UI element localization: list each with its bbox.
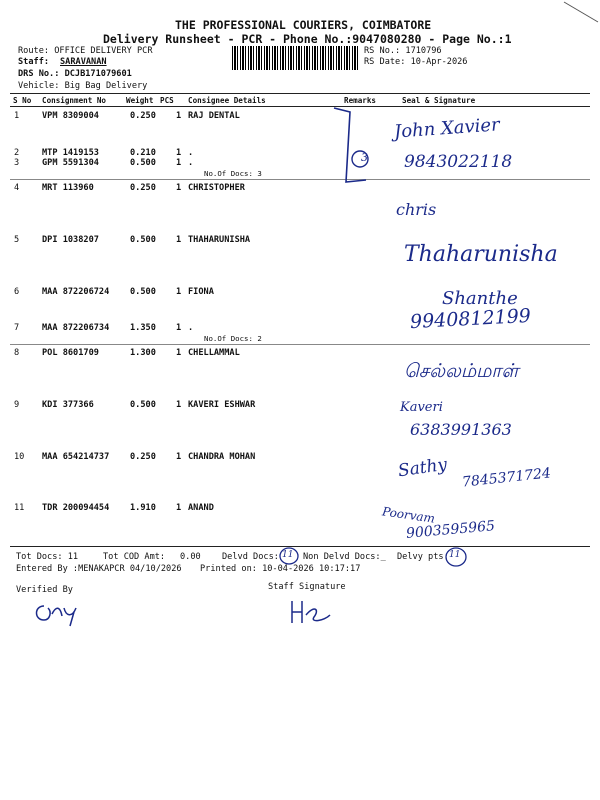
- row-sno: 6: [14, 287, 20, 297]
- delivery-points-label: Delvy pts:: [397, 552, 449, 562]
- row-consignee: ANAND: [188, 503, 214, 513]
- row-consignee: RAJ DENTAL: [188, 111, 240, 121]
- phone-row-9: 6383991363: [410, 420, 512, 439]
- row-sno: 1: [14, 111, 20, 121]
- row-weight: 1.350: [130, 323, 156, 333]
- row-consignment: TDR 200094454: [42, 503, 110, 513]
- non-delivered-docs-label: Non Delvd Docs:_: [303, 552, 386, 562]
- row-weight: 1.300: [130, 348, 156, 358]
- col-consignment: Consignment No: [42, 96, 107, 105]
- entered-by: Entered By :MENAKAPCR 04/10/2026: [16, 564, 182, 574]
- runsheet-subtitle: Delivery Runsheet - PCR - Phone No.:9047080280 - Page No.:1: [103, 32, 512, 46]
- verified-by-label: Verified By: [16, 585, 73, 595]
- verified-signature: [30, 598, 90, 628]
- printed-on: Printed on: 10-04-2026 10:17:17: [200, 564, 361, 574]
- row-sno: 4: [14, 183, 20, 193]
- row-consignee: CHRISTOPHER: [188, 183, 245, 193]
- signature-row-4: chris: [396, 200, 437, 219]
- col-seal-signature: Seal & Signature: [402, 96, 476, 105]
- row-consignee: .: [188, 323, 194, 333]
- row-sno: 8: [14, 348, 20, 358]
- drs-number: DRS No.: DCJB171079601: [18, 69, 132, 79]
- signature-row-1: John Xavier: [393, 114, 501, 143]
- row-pcs: 1: [176, 148, 182, 158]
- signature-row-10: Sathy: [396, 454, 449, 482]
- delvy-count: 11: [449, 550, 461, 560]
- delivered-docs-label: Delvd Docs:: [222, 552, 279, 562]
- row-consignee: .: [188, 158, 194, 168]
- signature-row-6: Shanthe: [442, 288, 518, 309]
- total-docs: Tot Docs: 11: [16, 552, 79, 562]
- row-weight: 0.250: [130, 111, 156, 121]
- corner-mark: [562, 0, 600, 24]
- row-divider: [10, 344, 590, 345]
- row-consignment: MTP 1419153: [42, 148, 99, 158]
- barcode: [232, 46, 360, 70]
- remarks-bracket: [328, 104, 376, 186]
- table-top-rule: [10, 93, 590, 94]
- row-pcs: 1: [176, 158, 182, 168]
- delvd-count: 11: [282, 550, 294, 560]
- row-weight: 1.910: [130, 503, 156, 513]
- signature-row-5: Thaharunisha: [404, 242, 558, 267]
- phone-row-10: 7845371724: [461, 465, 552, 491]
- phone-row-6: 9940812199: [409, 304, 532, 334]
- vehicle-label: Vehicle: Big Bag Delivery: [18, 81, 148, 91]
- staff-name: SARAVANAN: [60, 57, 107, 67]
- row-consignee: KAVERI ESHWAR: [188, 400, 256, 410]
- rs-number: RS No.: 1710796: [364, 46, 442, 56]
- row-sno: 2: [14, 148, 20, 158]
- col-remarks: Remarks: [344, 96, 377, 105]
- group-note-docs: No.Of Docs: 3: [204, 169, 262, 178]
- footer-rule: [10, 546, 590, 547]
- row-weight: 0.500: [130, 235, 156, 245]
- row-weight: 0.250: [130, 183, 156, 193]
- row-pcs: 1: [176, 183, 182, 193]
- row-weight: 0.500: [130, 158, 156, 168]
- row-sno: 5: [14, 235, 20, 245]
- col-pcs: PCS: [160, 96, 174, 105]
- row-sno: 3: [14, 158, 20, 168]
- row-consignee: CHANDRA MOHAN: [188, 452, 256, 462]
- row-consignment: VPM 8309004: [42, 111, 99, 121]
- row-sno: 9: [14, 400, 20, 410]
- col-consignee: Consignee Details: [188, 96, 266, 105]
- row-consignee: FIONA: [188, 287, 214, 297]
- remarks-count: 3: [361, 151, 368, 164]
- row-pcs: 1: [176, 287, 182, 297]
- signature-row-9: Kaveri: [400, 400, 443, 415]
- row-sno: 10: [14, 452, 25, 462]
- col-sno: S No: [13, 96, 32, 105]
- company-title: THE PROFESSIONAL COURIERS, COIMBATORE: [175, 18, 432, 32]
- row-consignment: MRT 113960: [42, 183, 94, 193]
- row-pcs: 1: [176, 323, 182, 333]
- signature-row-11: Poorvam: [381, 504, 436, 526]
- row-consignment: DPI 1038207: [42, 235, 99, 245]
- row-weight: 0.500: [130, 400, 156, 410]
- row-consignee: CHELLAMMAL: [188, 348, 240, 358]
- staff-label: Staff:: [18, 57, 50, 67]
- row-consignment: MAA 872206724: [42, 287, 110, 297]
- row-consignment: MAA 872206734: [42, 323, 110, 333]
- row-pcs: 1: [176, 348, 182, 358]
- row-sno: 11: [14, 503, 25, 513]
- row-weight: 0.250: [130, 452, 156, 462]
- staff-signature: [284, 595, 334, 627]
- row-consignee: .: [188, 148, 194, 158]
- row-pcs: 1: [176, 111, 182, 121]
- group-note-docs: No.Of Docs: 2: [204, 334, 262, 343]
- row-divider: [10, 179, 590, 180]
- row-weight: 0.210: [130, 148, 156, 158]
- row-consignment: MAA 654214737: [42, 452, 110, 462]
- staff-signature-label: Staff Signature: [268, 582, 346, 592]
- row-pcs: 1: [176, 452, 182, 462]
- phone-row-11: 9003595965: [405, 518, 496, 542]
- signature-row-8: செல்லம்மாள்: [404, 360, 519, 382]
- row-pcs: 1: [176, 503, 182, 513]
- row-consignment: KDI 377366: [42, 400, 94, 410]
- row-pcs: 1: [176, 400, 182, 410]
- row-pcs: 1: [176, 235, 182, 245]
- table-header-rule: [10, 106, 590, 107]
- row-consignee: THAHARUNISHA: [188, 235, 251, 245]
- route-label: Route: OFFICE DELIVERY PCR: [18, 46, 153, 56]
- rs-date: RS Date: 10-Apr-2026: [364, 57, 468, 67]
- col-weight: Weight: [126, 96, 154, 105]
- row-consignment: POL 8601709: [42, 348, 99, 358]
- total-cod-value: 0.00: [180, 552, 201, 562]
- phone-row-1: 9843022118: [404, 152, 513, 172]
- row-sno: 7: [14, 323, 20, 333]
- total-cod-label: Tot COD Amt:: [103, 552, 166, 562]
- row-weight: 0.500: [130, 287, 156, 297]
- row-consignment: GPM 5591304: [42, 158, 99, 168]
